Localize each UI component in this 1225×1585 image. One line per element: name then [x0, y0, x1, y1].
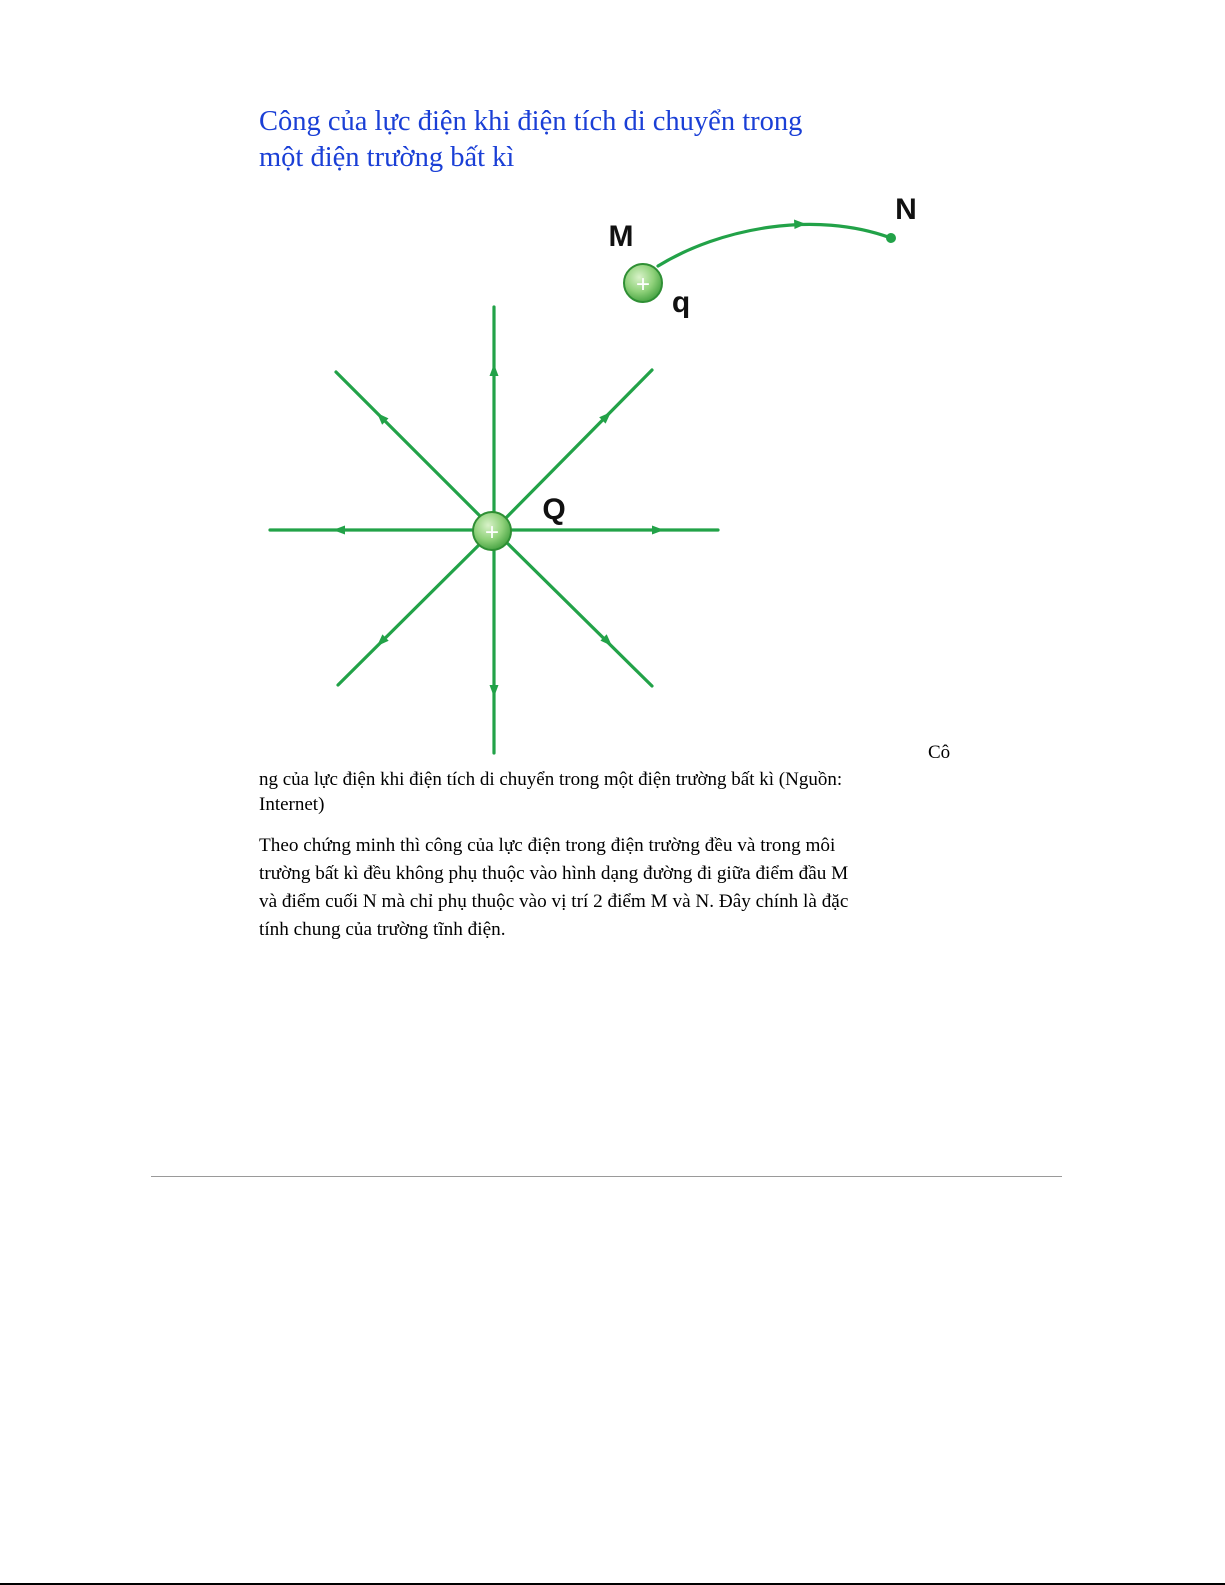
title-line-2: một điện trường bất kì: [259, 142, 515, 173]
paragraph-line-1: Theo chứng minh thì công của lực điện trong điện trường đều và trong môi: [259, 835, 836, 856]
caption-tail: Cô: [928, 742, 951, 763]
charge-Q-plus: +: [484, 519, 500, 546]
trajectory-path: [658, 224, 891, 266]
section-title: [259, 104, 802, 176]
trajectory-arrow: [794, 220, 806, 230]
arrow-right: [652, 526, 664, 535]
body-paragraph: [259, 832, 848, 944]
arrow-up: [490, 364, 499, 376]
field-line-down-left: [338, 530, 494, 685]
charge-Q-source: [473, 512, 511, 550]
caption-line-2: Internet): [259, 794, 325, 815]
paragraph-line-2: trường bất kì đều không phụ thuộc vào hình dạng đường đi giữa điểm đầu M: [259, 863, 849, 884]
label-q: q: [671, 286, 691, 319]
field-line-down-right: [494, 530, 652, 686]
paragraph-line-3: và điểm cuối N mà chỉ phụ thuộc vào vị trí 2 điểm M và N. Đây chính là đặc: [259, 891, 849, 912]
arrow-left: [333, 526, 345, 535]
charge-q-plus: +: [635, 271, 651, 298]
caption-line-1: ng của lực điện khi điện tích di chuyển trong một điện trường bất kì (Nguồn:: [259, 769, 843, 790]
label-N: N: [895, 193, 917, 226]
label-M: M: [608, 220, 634, 253]
title-line-1: Công của lực điện khi điện tích di chuyển trong: [259, 106, 803, 137]
charge-q-test: [624, 264, 662, 302]
arrow-down: [490, 685, 499, 697]
field-line-up-left: [336, 372, 494, 530]
electric-field-figure: [255, 190, 935, 760]
figure-caption: [259, 767, 842, 817]
label-Q: Q: [542, 493, 566, 526]
point-n-dot: [886, 233, 896, 243]
horizontal-divider: [151, 1176, 1062, 1177]
paragraph-line-4: tính chung của trường tĩnh điện.: [259, 919, 506, 940]
field-line-up-right: [494, 370, 652, 530]
